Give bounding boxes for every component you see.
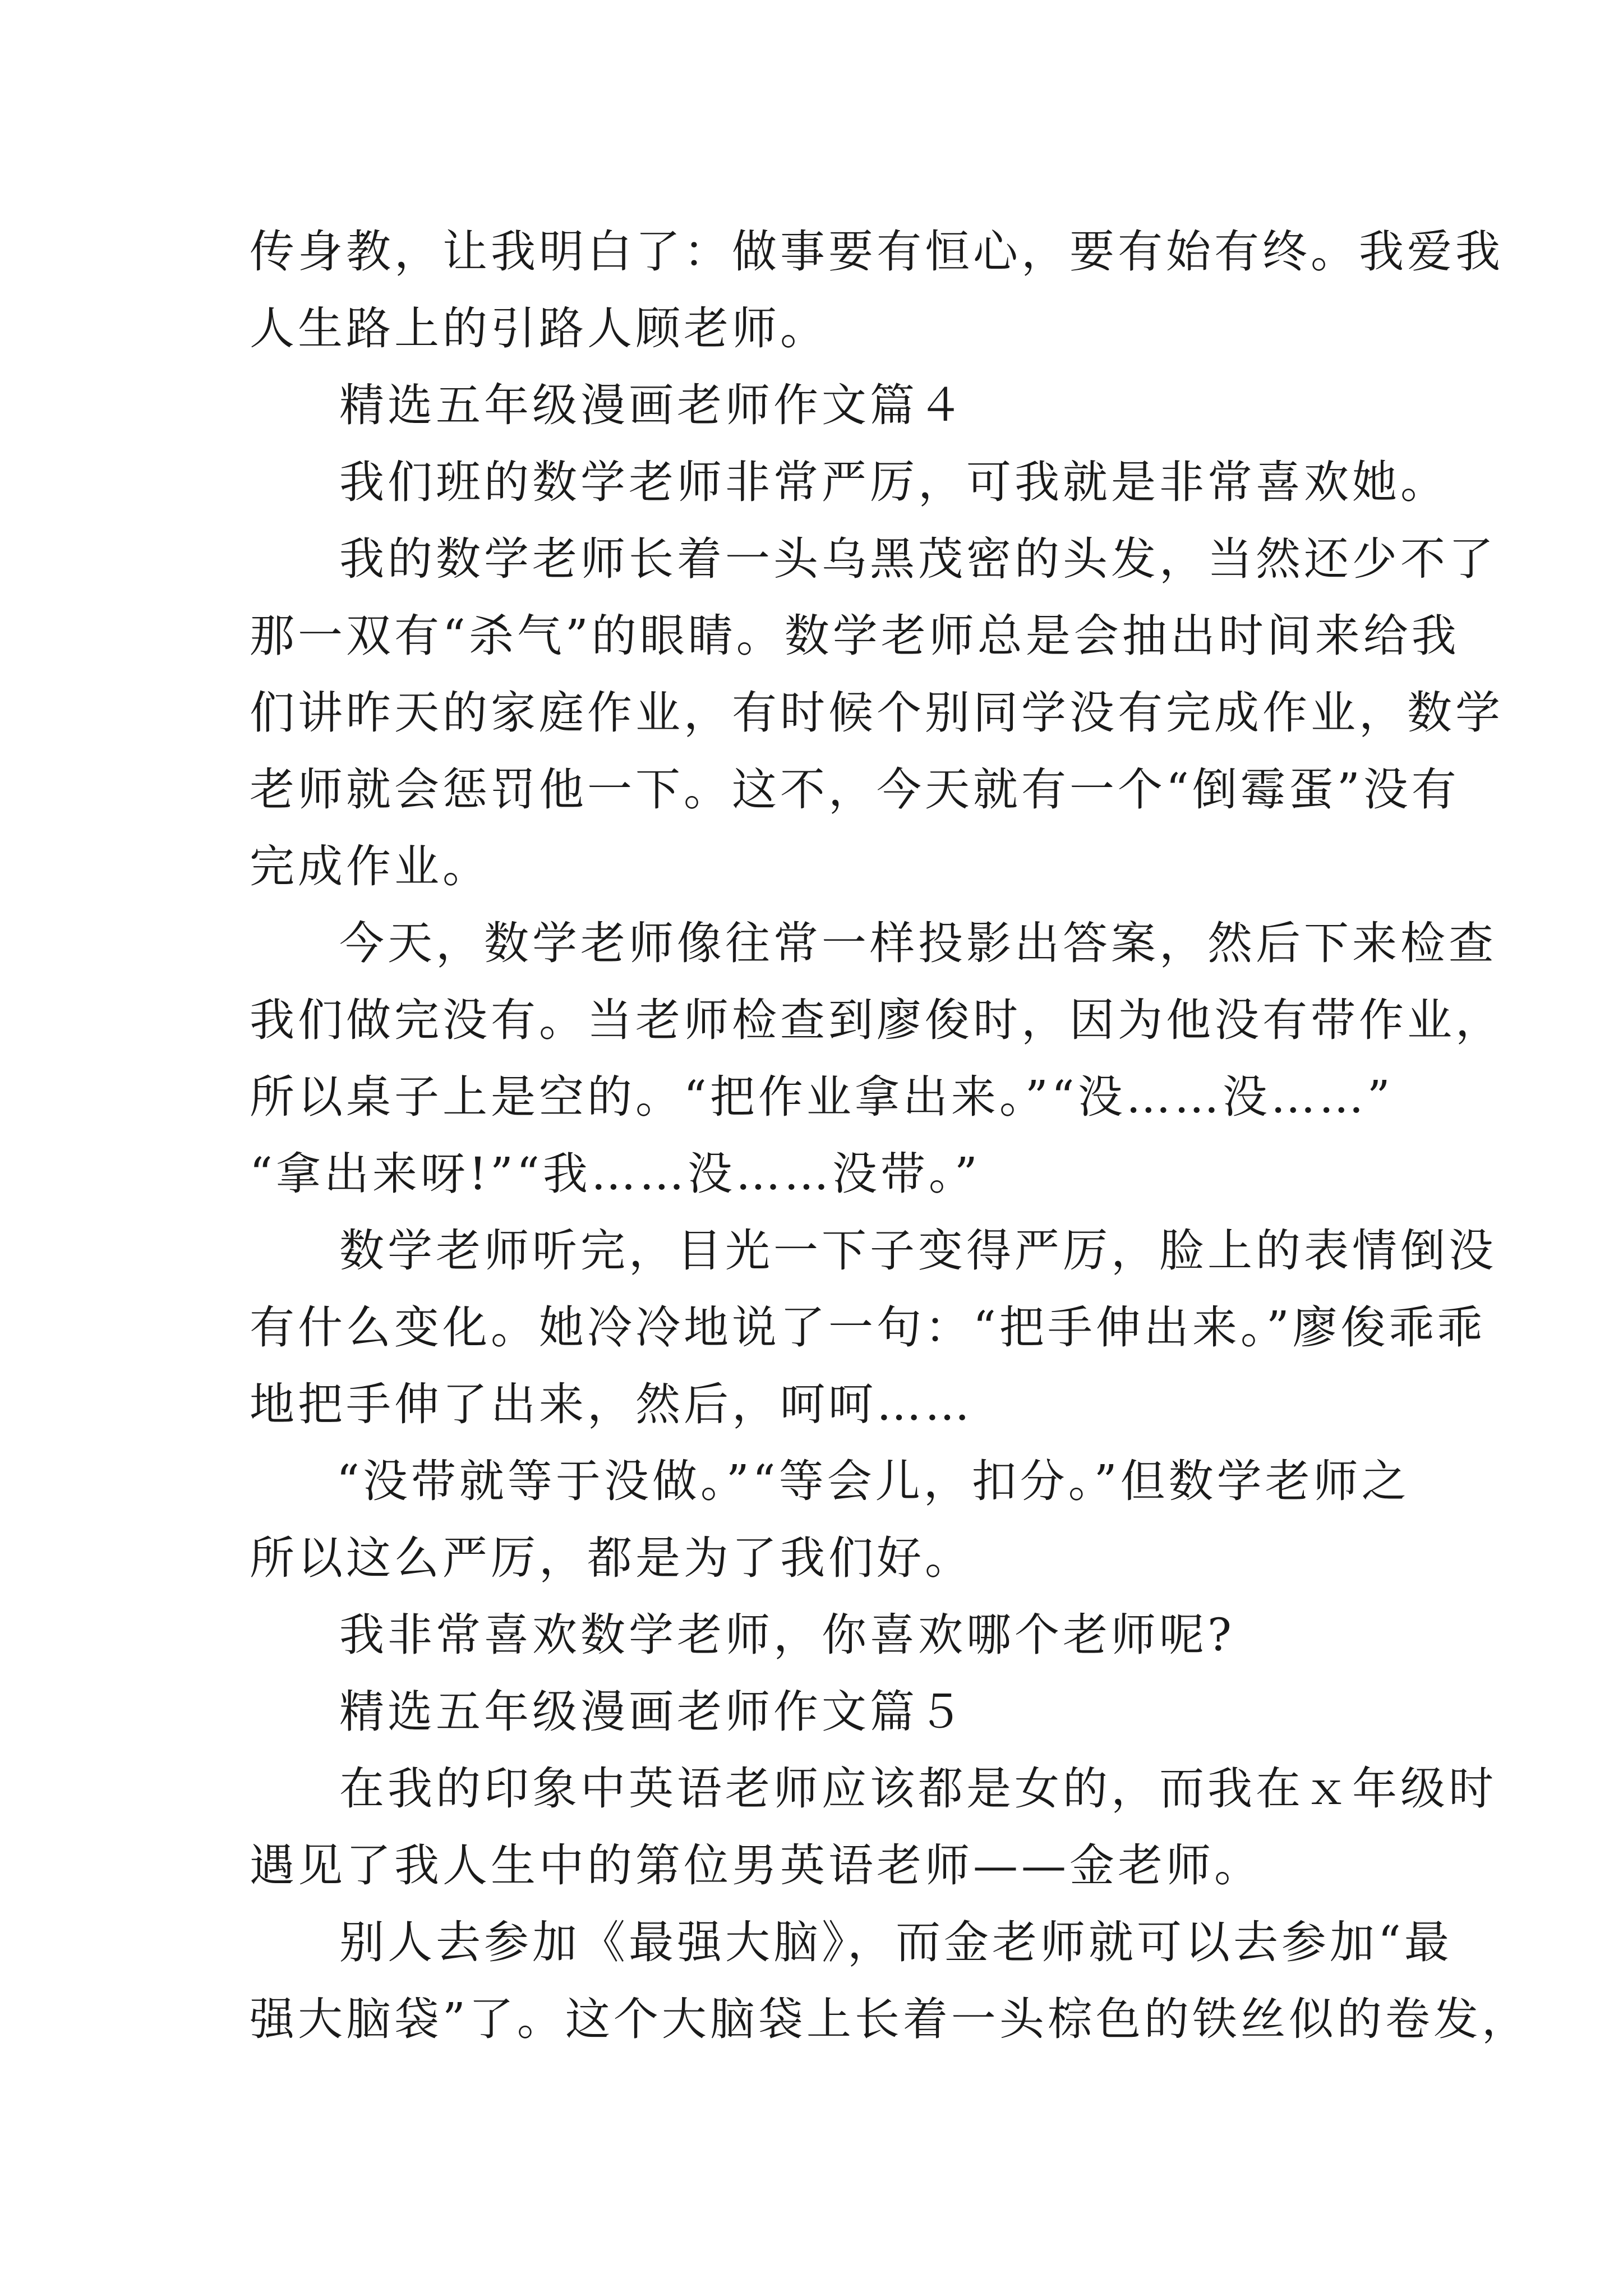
paragraph-line: 数学老师听完，目光一下子变得严厉，脸上的表情倒没 bbox=[339, 1225, 1497, 1277]
paragraph-line: 所以桌子上是空的。“把作业拿出来。”“没……没……” bbox=[250, 1071, 1394, 1123]
paragraph-line: 我的数学老师长着一头乌黑茂密的头发，当然还少不了 bbox=[339, 533, 1497, 585]
paragraph-line: 完成作业。 bbox=[250, 840, 491, 892]
paragraph-line: 别人去参加《最强大脑》，而金老师就可以去参加“最 bbox=[339, 1916, 1453, 1968]
paragraph-line: 地把手伸了出来，然后，呵呵…… bbox=[250, 1378, 973, 1430]
section-heading: 精选五年级漫画老师作文篇４ bbox=[339, 379, 966, 431]
paragraph-line: 老师就会惩罚他一下。这不，今天就有一个“倒霉蛋”没有 bbox=[250, 763, 1460, 816]
paragraph-line: 遇见了我人生中的第位男英语老师——金老师。 bbox=[250, 1839, 1262, 1892]
paragraph-line: 我们班的数学老师非常严厉，可我就是非常喜欢她。 bbox=[339, 456, 1449, 508]
paragraph-line: “没带就等于没做。”“等会儿，扣分。”但数学老师之 bbox=[336, 1455, 1410, 1507]
paragraph-line: 在我的印象中英语老师应该都是女的，而我在ｘ年级时 bbox=[339, 1763, 1497, 1815]
paragraph-line: 今天，数学老师像往常一样投影出答案，然后下来检查 bbox=[339, 917, 1497, 969]
section-heading: 精选五年级漫画老师作文篇５ bbox=[339, 1686, 966, 1738]
paragraph-line: 所以这么严厉，都是为了我们好。 bbox=[250, 1532, 973, 1584]
paragraph-line: 那一双有“杀气”的眼睛。数学老师总是会抽出时间来给我 bbox=[250, 610, 1460, 662]
paragraph-line: “拿出来呀!”“我……没……没带。” bbox=[250, 1148, 981, 1200]
paragraph-line: 有什么变化。她冷冷地说了一句：“把手伸出来。”廖俊乖乖 bbox=[250, 1301, 1486, 1354]
paragraph-line: 传身教，让我明白了：做事要有恒心，要有始有终。我爱我 bbox=[250, 226, 1504, 278]
paragraph-line: 人生路上的引路人顾老师。 bbox=[250, 302, 828, 355]
document-body bbox=[250, 213, 1530, 2058]
paragraph-line: 强大脑袋”了。这个大脑袋上长着一头棕色的铁丝似的卷发， bbox=[250, 1993, 1530, 2045]
paragraph-line: 我非常喜欢数学老师，你喜欢哪个老师呢? bbox=[339, 1609, 1235, 1661]
paragraph-line: 们讲昨天的家庭作业，有时候个别同学没有完成作业，数学 bbox=[250, 687, 1504, 739]
paragraph-line: 我们做完没有。当老师检查到廖俊时，因为他没有带作业， bbox=[250, 994, 1504, 1046]
